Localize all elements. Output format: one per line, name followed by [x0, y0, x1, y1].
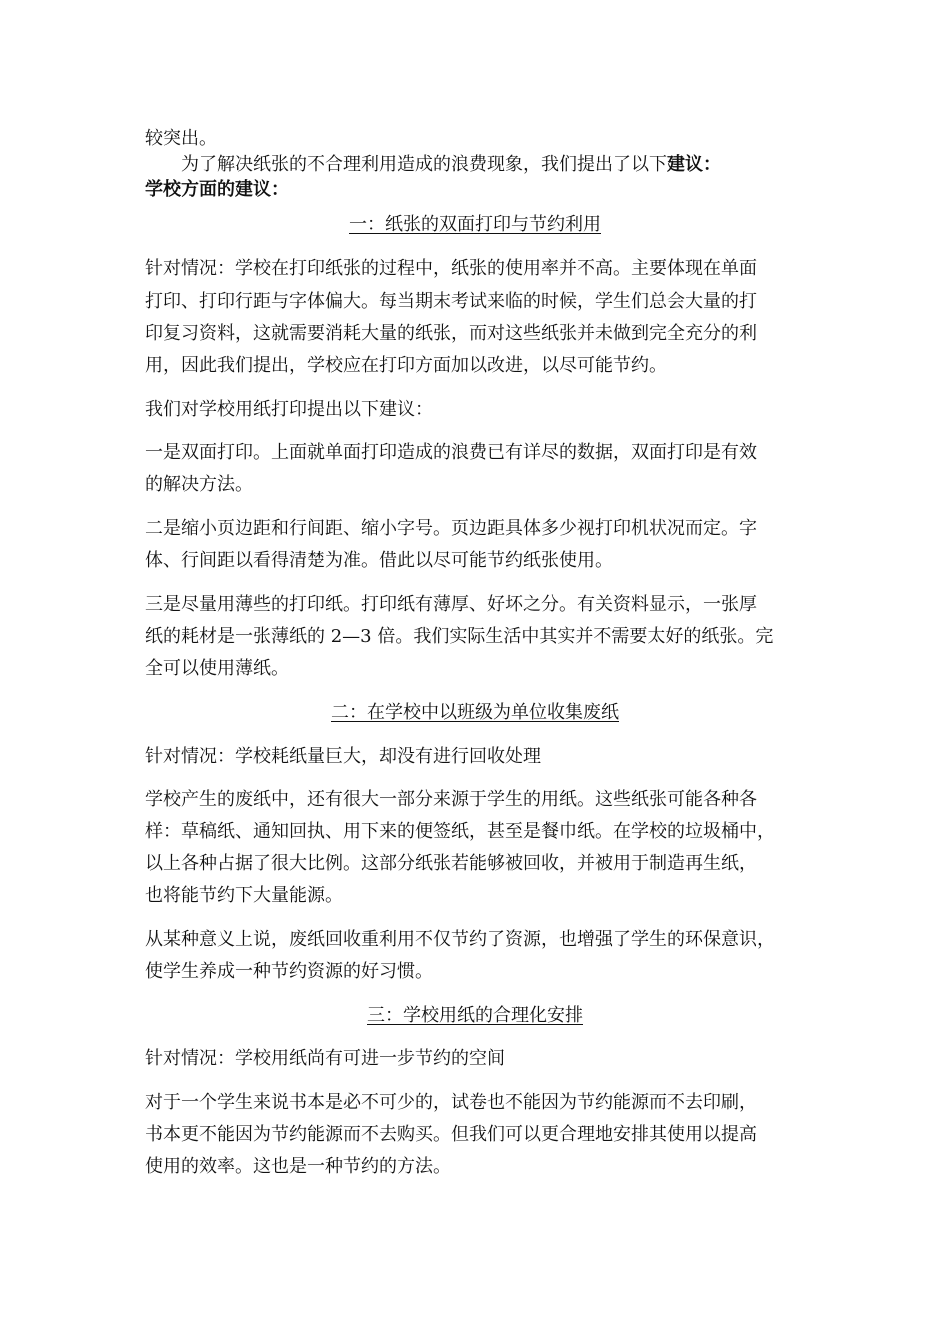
section-2-heading: 二：在学校中以班级为单位收集废纸 — [331, 702, 619, 723]
section-1-point-2-line: 体、行间距以看得清楚为准。借此以尽可能节约纸张使用。 — [145, 550, 613, 571]
intro-line-2-bold: 建议： — [667, 154, 721, 175]
section-2-para-2-line: 从某种意义上说，废纸回收重利用不仅节约了资源，也增强了学生的环保意识， — [145, 929, 775, 950]
section-3-para-line: 使用的效率。这也是一种节约的方法。 — [145, 1156, 451, 1177]
section-1-point-1-line: 的解决方法。 — [145, 474, 253, 495]
school-section-title: 学校方面的建议： — [145, 179, 289, 200]
intro-line-2 — [181, 153, 721, 177]
section-1-situation-line: 用，因此我们提出，学校应在打印方面加以改进，以尽可能节约。 — [145, 355, 667, 376]
section-1-heading: 一：纸张的双面打印与节约利用 — [349, 214, 601, 235]
section-1-situation-line: 针对情况：学校在打印纸张的过程中，纸张的使用率并不高。主要体现在单面 — [145, 258, 757, 279]
section-1-point-3-line: 纸的耗材是一张薄纸的 2—3 倍。我们实际生活中其实并不需要太好的纸张。完 — [145, 626, 774, 647]
section-2-para-2-line: 使学生养成一种节约资源的好习惯。 — [145, 961, 433, 982]
section-2-para-1-line: 也将能节约下大量能源。 — [145, 885, 343, 906]
section-1-situation-line: 印复习资料，这就需要消耗大量的纸张，而对这些纸张并未做到完全充分的利 — [145, 323, 757, 344]
section-2-para-1-line: 学校产生的废纸中，还有很大一部分来源于学生的用纸。这些纸张可能各种各 — [145, 789, 757, 810]
section-3-heading: 三：学校用纸的合理化安排 — [367, 1005, 583, 1026]
section-2-situation: 针对情况：学校耗纸量巨大，却没有进行回收处理 — [145, 746, 541, 767]
section-1-point-1-line: 一是双面打印。上面就单面打印造成的浪费已有详尽的数据，双面打印是有效 — [145, 442, 757, 463]
section-1-point-2-line: 二是缩小页边距和行间距、缩小字号。页边距具体多少视打印机状况而定。字 — [145, 518, 757, 539]
section-1-point-3-line: 全可以使用薄纸。 — [145, 658, 289, 679]
section-2-para-1-line: 以上各种占据了很大比例。这部分纸张若能够被回收，并被用于制造再生纸， — [145, 853, 757, 874]
section-1-intro-suggestion: 我们对学校用纸打印提出以下建议： — [145, 399, 433, 420]
section-2-para-1-line: 样：草稿纸、通知回执、用下来的便签纸，甚至是餐巾纸。在学校的垃圾桶中， — [145, 821, 775, 842]
intro-line-2-text: 为了解决纸张的不合理利用造成的浪费现象，我们提出了以下 — [181, 154, 667, 175]
section-1-point-3-line: 三是尽量用薄些的打印纸。打印纸有薄厚、好坏之分。有关资料显示，一张厚 — [145, 594, 757, 615]
section-3-situation: 针对情况：学校用纸尚有可进一步节约的空间 — [145, 1048, 505, 1069]
section-3-para-line: 对于一个学生来说书本是必不可少的，试卷也不能因为节约能源而不去印刷， — [145, 1092, 757, 1113]
section-3-para-line: 书本更不能因为节约能源而不去购买。但我们可以更合理地安排其使用以提高 — [145, 1124, 757, 1145]
intro-line-1: 较突出。 — [145, 128, 217, 149]
section-1-situation-line: 打印、打印行距与字体偏大。每当期末考试来临的时候，学生们总会大量的打 — [145, 291, 757, 312]
